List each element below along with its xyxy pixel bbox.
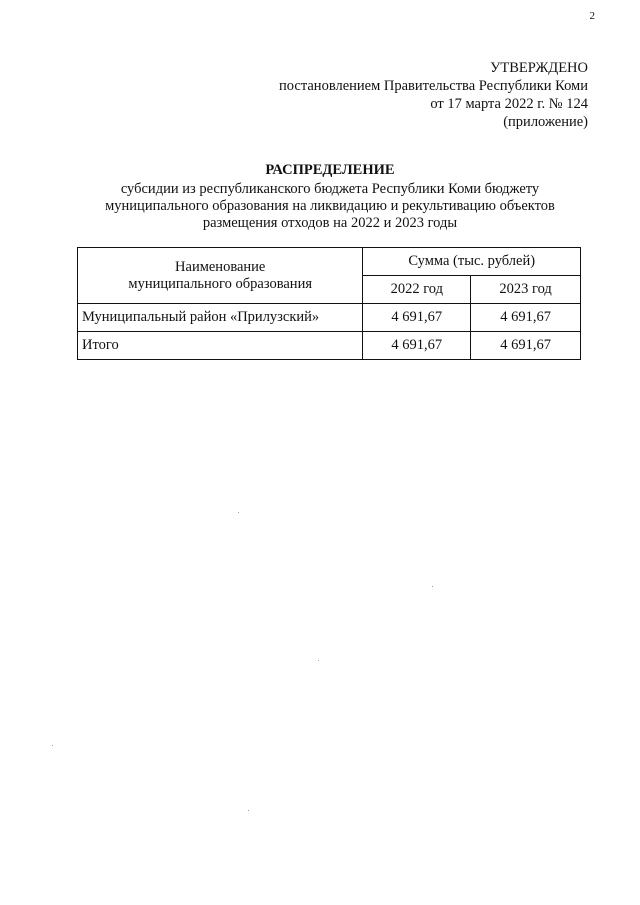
scan-speck	[432, 586, 433, 587]
row-municipality-name: Муниципальный район «Прилузский»	[78, 304, 363, 332]
approval-stamp	[279, 59, 588, 131]
total-label: Итого	[78, 332, 363, 360]
scan-speck	[52, 745, 53, 746]
subtitle-line-3: размещения отходов на 2022 и 2023 годы	[202, 215, 458, 231]
header-year-2022: 2022 год	[363, 276, 471, 304]
table-total-row	[78, 332, 581, 360]
table-header-row	[78, 248, 581, 276]
document-title: РАСПРЕДЕЛЕНИЕ	[265, 162, 395, 178]
header-sum: Сумма (тыс. рублей)	[363, 248, 581, 276]
header-municipality-line-1: Наименование	[175, 258, 266, 275]
distribution-table	[77, 247, 581, 360]
subtitle-line-1: субсидии из республиканского бюджета Республики Коми бюджету	[120, 181, 540, 197]
scan-speck	[238, 512, 239, 513]
document-heading	[80, 162, 580, 232]
total-value-2022: 4 691,67	[363, 332, 471, 360]
row-value-2023: 4 691,67	[471, 304, 581, 332]
approval-date: от 17 марта 2022 г. № 124	[430, 96, 588, 112]
page-number: 2	[589, 10, 595, 22]
approval-title: УТВЕРЖДЕНО	[490, 60, 588, 76]
scan-speck	[248, 810, 249, 811]
total-value-2023: 4 691,67	[471, 332, 581, 360]
scan-speck	[318, 660, 319, 661]
header-year-2023: 2023 год	[471, 276, 581, 304]
subtitle-line-2: муниципального образования на ликвидацию и рекультивацию объектов	[105, 198, 555, 214]
header-municipality	[78, 248, 363, 304]
approval-appendix: (приложение)	[503, 114, 588, 130]
header-municipality-line-2: муниципального образования	[128, 275, 312, 292]
row-value-2022: 4 691,67	[363, 304, 471, 332]
table-row	[78, 304, 581, 332]
approval-decree: постановлением Правительства Республики Коми	[279, 78, 588, 94]
